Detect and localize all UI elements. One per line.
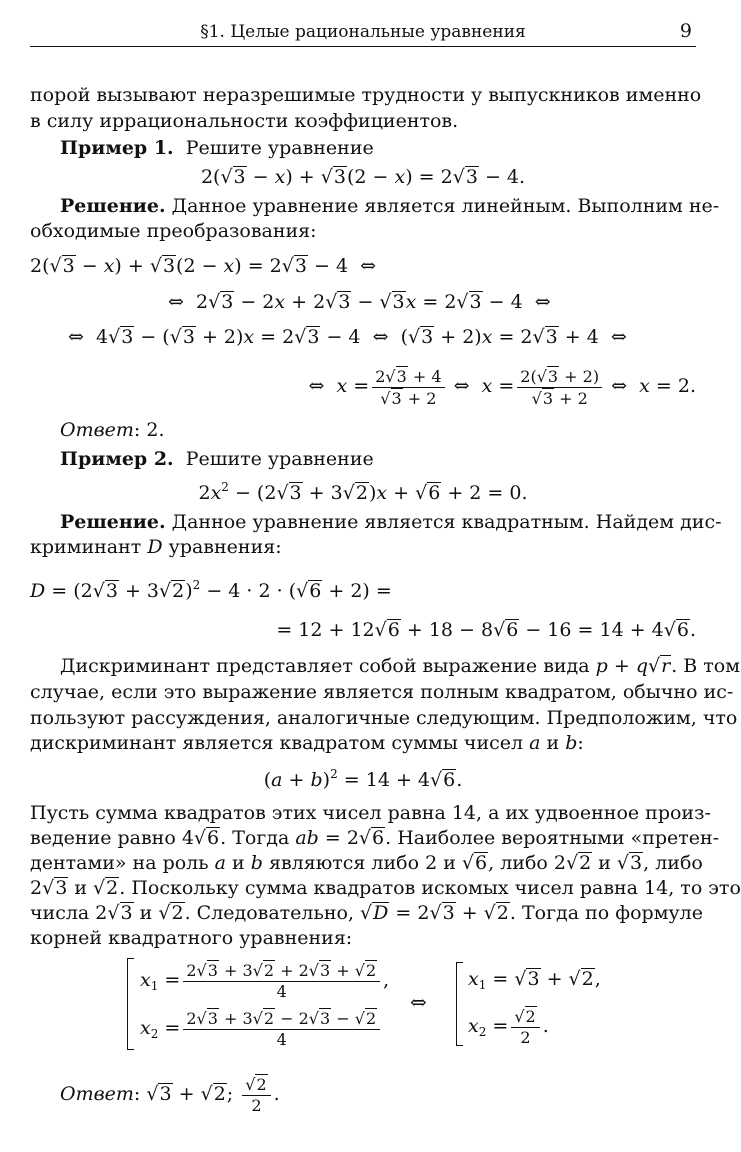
discriminant-line-1: $D = (2√3 + 3√2)^2 - 4 \cdot 2 \cdot (√6 + 2)$ = [30,578,392,602]
text-fragment: . Следовательно, [184,902,354,924]
example-2-heading [30,447,696,471]
page-number: 9 [679,20,692,42]
derivation-line-2: ⇔ 2√3 − 2x + 2√3 − √3x = 2√3 − 4 ⇔ [168,291,551,313]
right-system-bracket [456,962,463,1046]
text-fragment: ведение равно 4 [30,827,194,849]
text-fragment: . Наиболее вероятными «претен- [385,827,720,849]
text-line: случае, если это выражение является полным квадратом, обычно ис- [30,681,734,703]
equivalence-arrow: ⇔ [410,990,427,1014]
solution-label: Решение. [60,195,166,217]
paragraph-line: ведение равно 4√6. Тогда ab = 2√6. Наиболее вероятными «претен- [30,827,720,849]
equation-1: 2(√3 − x) + √3(2 − x) = 2√3 − 4. [200,166,526,188]
solution-label: Решение. [60,511,166,533]
equation-square: $(a + b)^2 = 14 + 4√6$. [263,767,463,791]
root-x2: $x_2$ = $\frac{√2}{2}$ . [468,1007,549,1047]
text-fragment: и [74,877,88,899]
text-line: Пусть сумма квадратов этих чисел равна 14, а их удвоенное произ- [30,802,711,824]
example-1-heading [30,136,696,160]
solution-1-line [30,194,720,218]
text-line: обходимые преобразования: [30,220,317,242]
answer-1 [30,418,696,442]
text-fragment: являются либо 2 и [268,852,456,874]
text-fragment: 2 [30,877,43,899]
paragraph-line: дискриминант является квадратом суммы чисел a и b: [30,732,584,754]
text-fragment: . В том [671,655,740,677]
text-fragment: ; [226,1083,234,1105]
example-label: Пример 2. [60,448,174,470]
paragraph-line: дентами» на роль a и b являются либо 2 и √6, либо 2√2 и √3, либо [30,852,703,874]
example-text: Решите уравнение [185,137,374,159]
text-line: порой вызывают неразрешимые трудности у выпускников именно [30,84,702,106]
text-line: криминант D уравнения: [30,536,282,558]
equation-2: $2x^2 - (2√3 + 3√2)x + √6 + 2 = 0$. [198,480,528,504]
solution-2-line [30,510,722,534]
roots-formula-x1: $x_1$ = $\frac{2√3 + 3√2 + 2√3 + √2}{4}$ , [140,961,390,1001]
discriminant-line-2: = 12 + 12√6 + 18 − 8√6 − 16 = 14 + 4√6. [276,619,696,641]
text-fragment: , либо 2 [488,852,566,874]
derivation-line-3: ⇔ 4√3 − (√3 + 2)x = 2√3 − 4 ⇔ (√3 + 2)x = 2√3 + 4 ⇔ [68,326,627,348]
page-header [30,20,696,47]
text-fragment: и [546,732,560,754]
paragraph-line: числа 2√3 и √2. Следовательно, √D = 2√3 + √2. Тогда по формуле [30,902,703,924]
text-fragment: и [139,902,153,924]
text-fragment: Дискриминант представляет собой выражение вида [60,655,590,677]
text-fragment: . Поскольку сумма квадратов искомых чисел равна 14, то это [119,877,741,899]
answer-value: : 2. [133,419,165,441]
text-fragment: : [133,1083,141,1105]
paragraph-line: Дискриминант представляет собой выражение вида p + q√r. В том [60,655,740,677]
example-label: Пример 1. [60,137,174,159]
text-fragment: . Тогда [220,827,290,849]
text-fragment: дентами» на роль [30,852,209,874]
derivation-line-4: ⇔ x = $\frac{2√3 + 4}{√3 + 2}$ ⇔ x = $\frac{2(√3 + 2)}{√3 + 2}$ ⇔ x = 2. [308,366,696,408]
answer-label: Ответ [60,419,134,441]
derivation-line-1: 2(√3 − x) + √3(2 − x) = 2√3 − 4 ⇔ [30,255,377,277]
solution-text: Данное уравнение является квадратным. Найдем дис- [171,511,722,533]
text-line: пользуют рассуждения, аналогичные следующим. Предположим, что [30,707,738,729]
running-title: §1. Целые рациональные уравнения [200,22,526,42]
left-system-bracket [127,958,134,1050]
text-fragment: числа 2 [30,902,108,924]
text-fragment: и [598,852,611,874]
root-x1: $x_1 = √3 + √2$, [468,968,601,992]
example-text: Решите уравнение [185,448,374,470]
text-fragment: и [232,852,245,874]
text-line: в силу иррациональности коэффициентов. [30,110,459,132]
solution-text: Данное уравнение является линейным. Выполним не- [171,195,720,217]
text-fragment: . Тогда по формуле [509,902,703,924]
paragraph-line: 2√3 и √2. Поскольку сумма квадратов искомых чисел равна 14, то это [30,877,741,899]
text-fragment: , либо [643,852,703,874]
roots-formula-x2: $x_2$ = $\frac{2√3 + 3√2 - 2√3 - √2}{4}$ [140,1006,383,1050]
text-fragment: криминант [30,536,142,558]
text-fragment: уравнения: [168,536,282,558]
text-line: корней квадратного уравнения: [30,927,353,949]
text-fragment: дискриминант является квадратом суммы чисел [30,732,524,754]
answer-label: Ответ [60,1083,134,1105]
answer-2: Ответ: √3 + √2; $\frac{√2}{2}$ . [60,1075,280,1115]
